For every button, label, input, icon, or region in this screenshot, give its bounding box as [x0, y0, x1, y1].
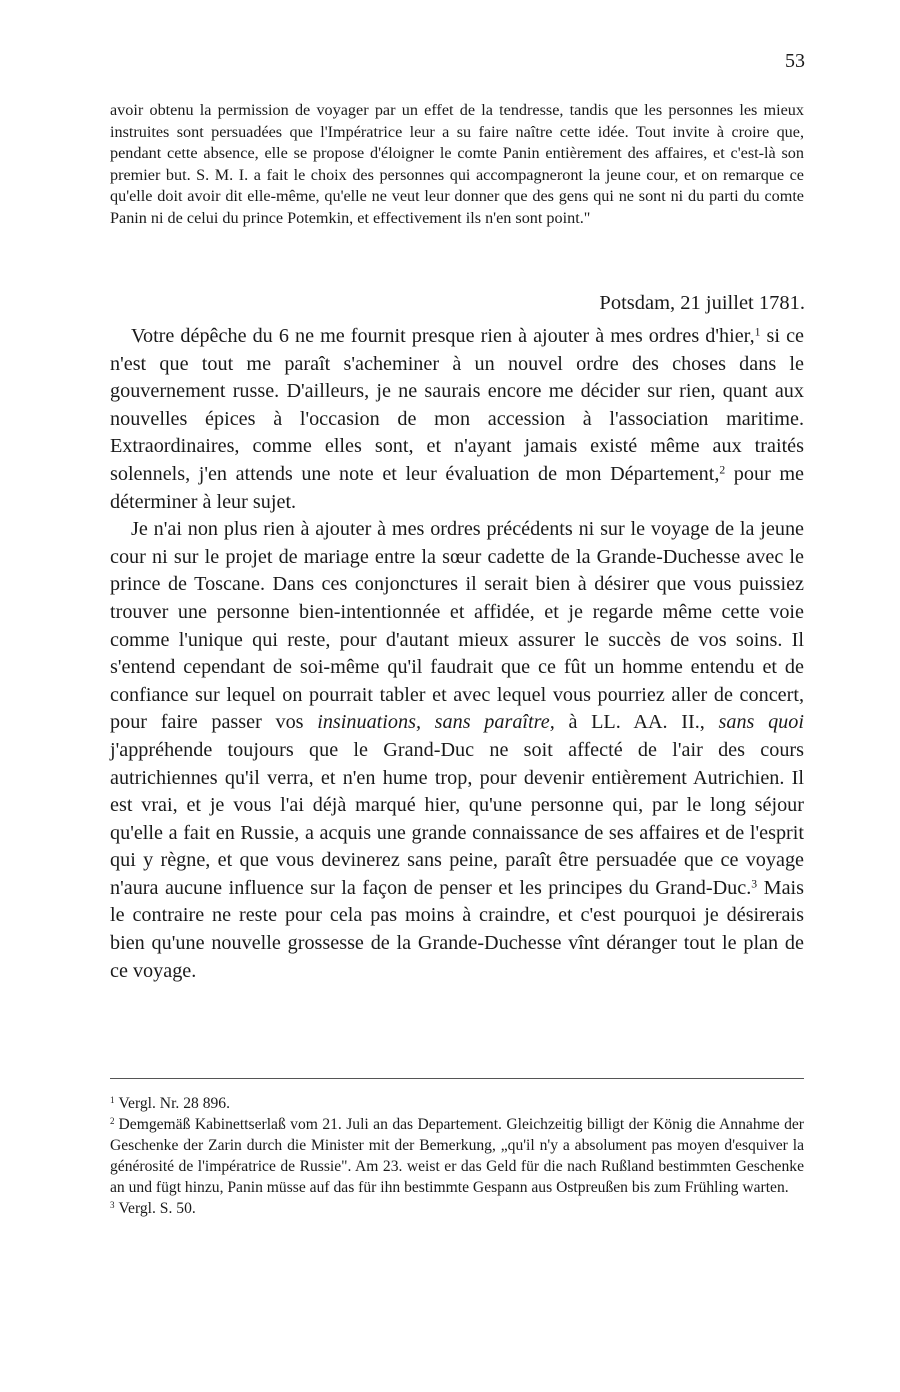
footnote: [110, 1093, 804, 1114]
text-run: Mais le contraire ne reste pour cela pas moins à craindre, et c'est pourquoi je désirerais bien qu'une nouvelle grossesse de la Grande-Duchesse vînt déranger tout le plan de ce voyage.: [110, 876, 805, 982]
footnote-text: Vergl. S. 50.: [118, 1200, 196, 1217]
footnote-mark: 2: [110, 1116, 115, 1127]
footnote-mark: 3: [110, 1200, 115, 1211]
text-run: j'appréhende toujours que le Grand-Duc ne soit affecté de l'air des cours autrichiennes qu'il verra, et n'en hume trop, pour devenir entièrement Autrichien. Il est vrai, et je vous l'ai déjà marqué hier, qu'une personne qui, par le long séjour qu'elle a fait en Russie, a acquis une grande connaissance de ses affaires et de l'esprit qui y règne, et que vous devinerez sans peine, paraît être persuadée que ce voyage n'aura aucune influence sur la façon de penser et les principes du Grand-Duc.: [110, 738, 804, 899]
italic-run: insinuations, sans paraître,: [317, 711, 555, 734]
quote-paragraph: avoir obtenu la permission de voyager par un effet de la tendresse, tandis que les personnes les mieux instruites sont persuadées que l'Impératrice leur a su faire naître cette idée. Tout invite à croire que, pendant cette absence, elle se propose d'éloigner le comte Panin entièrement des affaires, et c'est-là son premier but. S. M. I. a fait le choix des personnes qui accompagneront la jeune cour, et on remarque ce qu'elle doit avoir dit elle-même, qu'elle ne veut leur donner que des gens qui ne sont ni du parti du comte Panin ni de celui du prince Potemkin, et effectivement ils n'en sont point.": [110, 101, 804, 227]
letter-paragraph-2: [110, 516, 804, 985]
letter-body: [110, 323, 804, 985]
footnotes: [110, 1093, 804, 1219]
italic-run: sans quoi: [718, 711, 804, 734]
text-run: Votre dépêche du 6 ne me fournit presque rien à ajouter à mes ordres d'hier,: [131, 325, 755, 347]
letter-paragraph-1: [110, 323, 804, 516]
footnote: [110, 1198, 804, 1219]
footnote-ref-3: 3: [751, 877, 758, 891]
footnote: [110, 1114, 804, 1198]
footnote-ref-2: 2: [719, 463, 726, 477]
page-number: 53: [785, 50, 805, 72]
dateline: Potsdam, 21 juillet 1781.: [599, 292, 805, 314]
text-run: si ce n'est que tout me paraît s'acheminer à un nouvel ordre des choses dans le gouvernement russe. D'ailleurs, je ne saurais encore me décider sur rien, quant aux nouvelles épices à l'occasion de mon accession à l'association maritime. Extraordinaires, comme elles sont, et n'ayant jamais existé même aux traités solennels, j'en attends une note et leur évaluation de mon Département,: [110, 325, 804, 485]
footnote-divider: [110, 1078, 804, 1079]
footnote-ref-1: 1: [754, 325, 761, 339]
text-run: Je n'ai non plus rien à ajouter à mes ordres précédents ni sur le voyage de la jeune cour ni sur le projet de mariage entre la sœur cadette de la Grande-Duchesse avec le prince de Toscane. Dans ces conjonctures il serait bien à désirer que vous puissiez trouver une personne bien-intentionnée et affidée, et je regarde même cette voie comme l'unique qui reste, pour d'autant mieux assurer le succès de vos soins. Il s'entend cependant de soi-même qu'il faudrait que ce fût un homme entendu et de confiance sur lequel on pourrait tabler et avec lequel vous pourriez aller de concert, pour faire passer vos: [110, 518, 804, 734]
text-run: pour me déterminer à leur sujet.: [110, 462, 805, 513]
footnote-text: Demgemäß Kabinettserlaß vom 21. Juli an das Departement. Gleichzeitig billigt der König die Annahme der Geschenke der Zarin durch die Minister mit der Bemerkung, „qu'il n'y a absolument pas moyen d'esquiver la générosité de l'impératrice de Russie". Am 23. weist er das Geld für die nach Rußland bestimmten Geschenke an und fügt hinzu, Panin müsse auf das für ihn bestimmte Gespann aus Ostpreußen bis zum Frühling warten.: [110, 1116, 804, 1196]
footnote-mark: 1: [110, 1095, 115, 1106]
text-run: à LL. AA. II.,: [554, 711, 719, 734]
footnote-text: Vergl. Nr. 28 896.: [118, 1095, 230, 1112]
